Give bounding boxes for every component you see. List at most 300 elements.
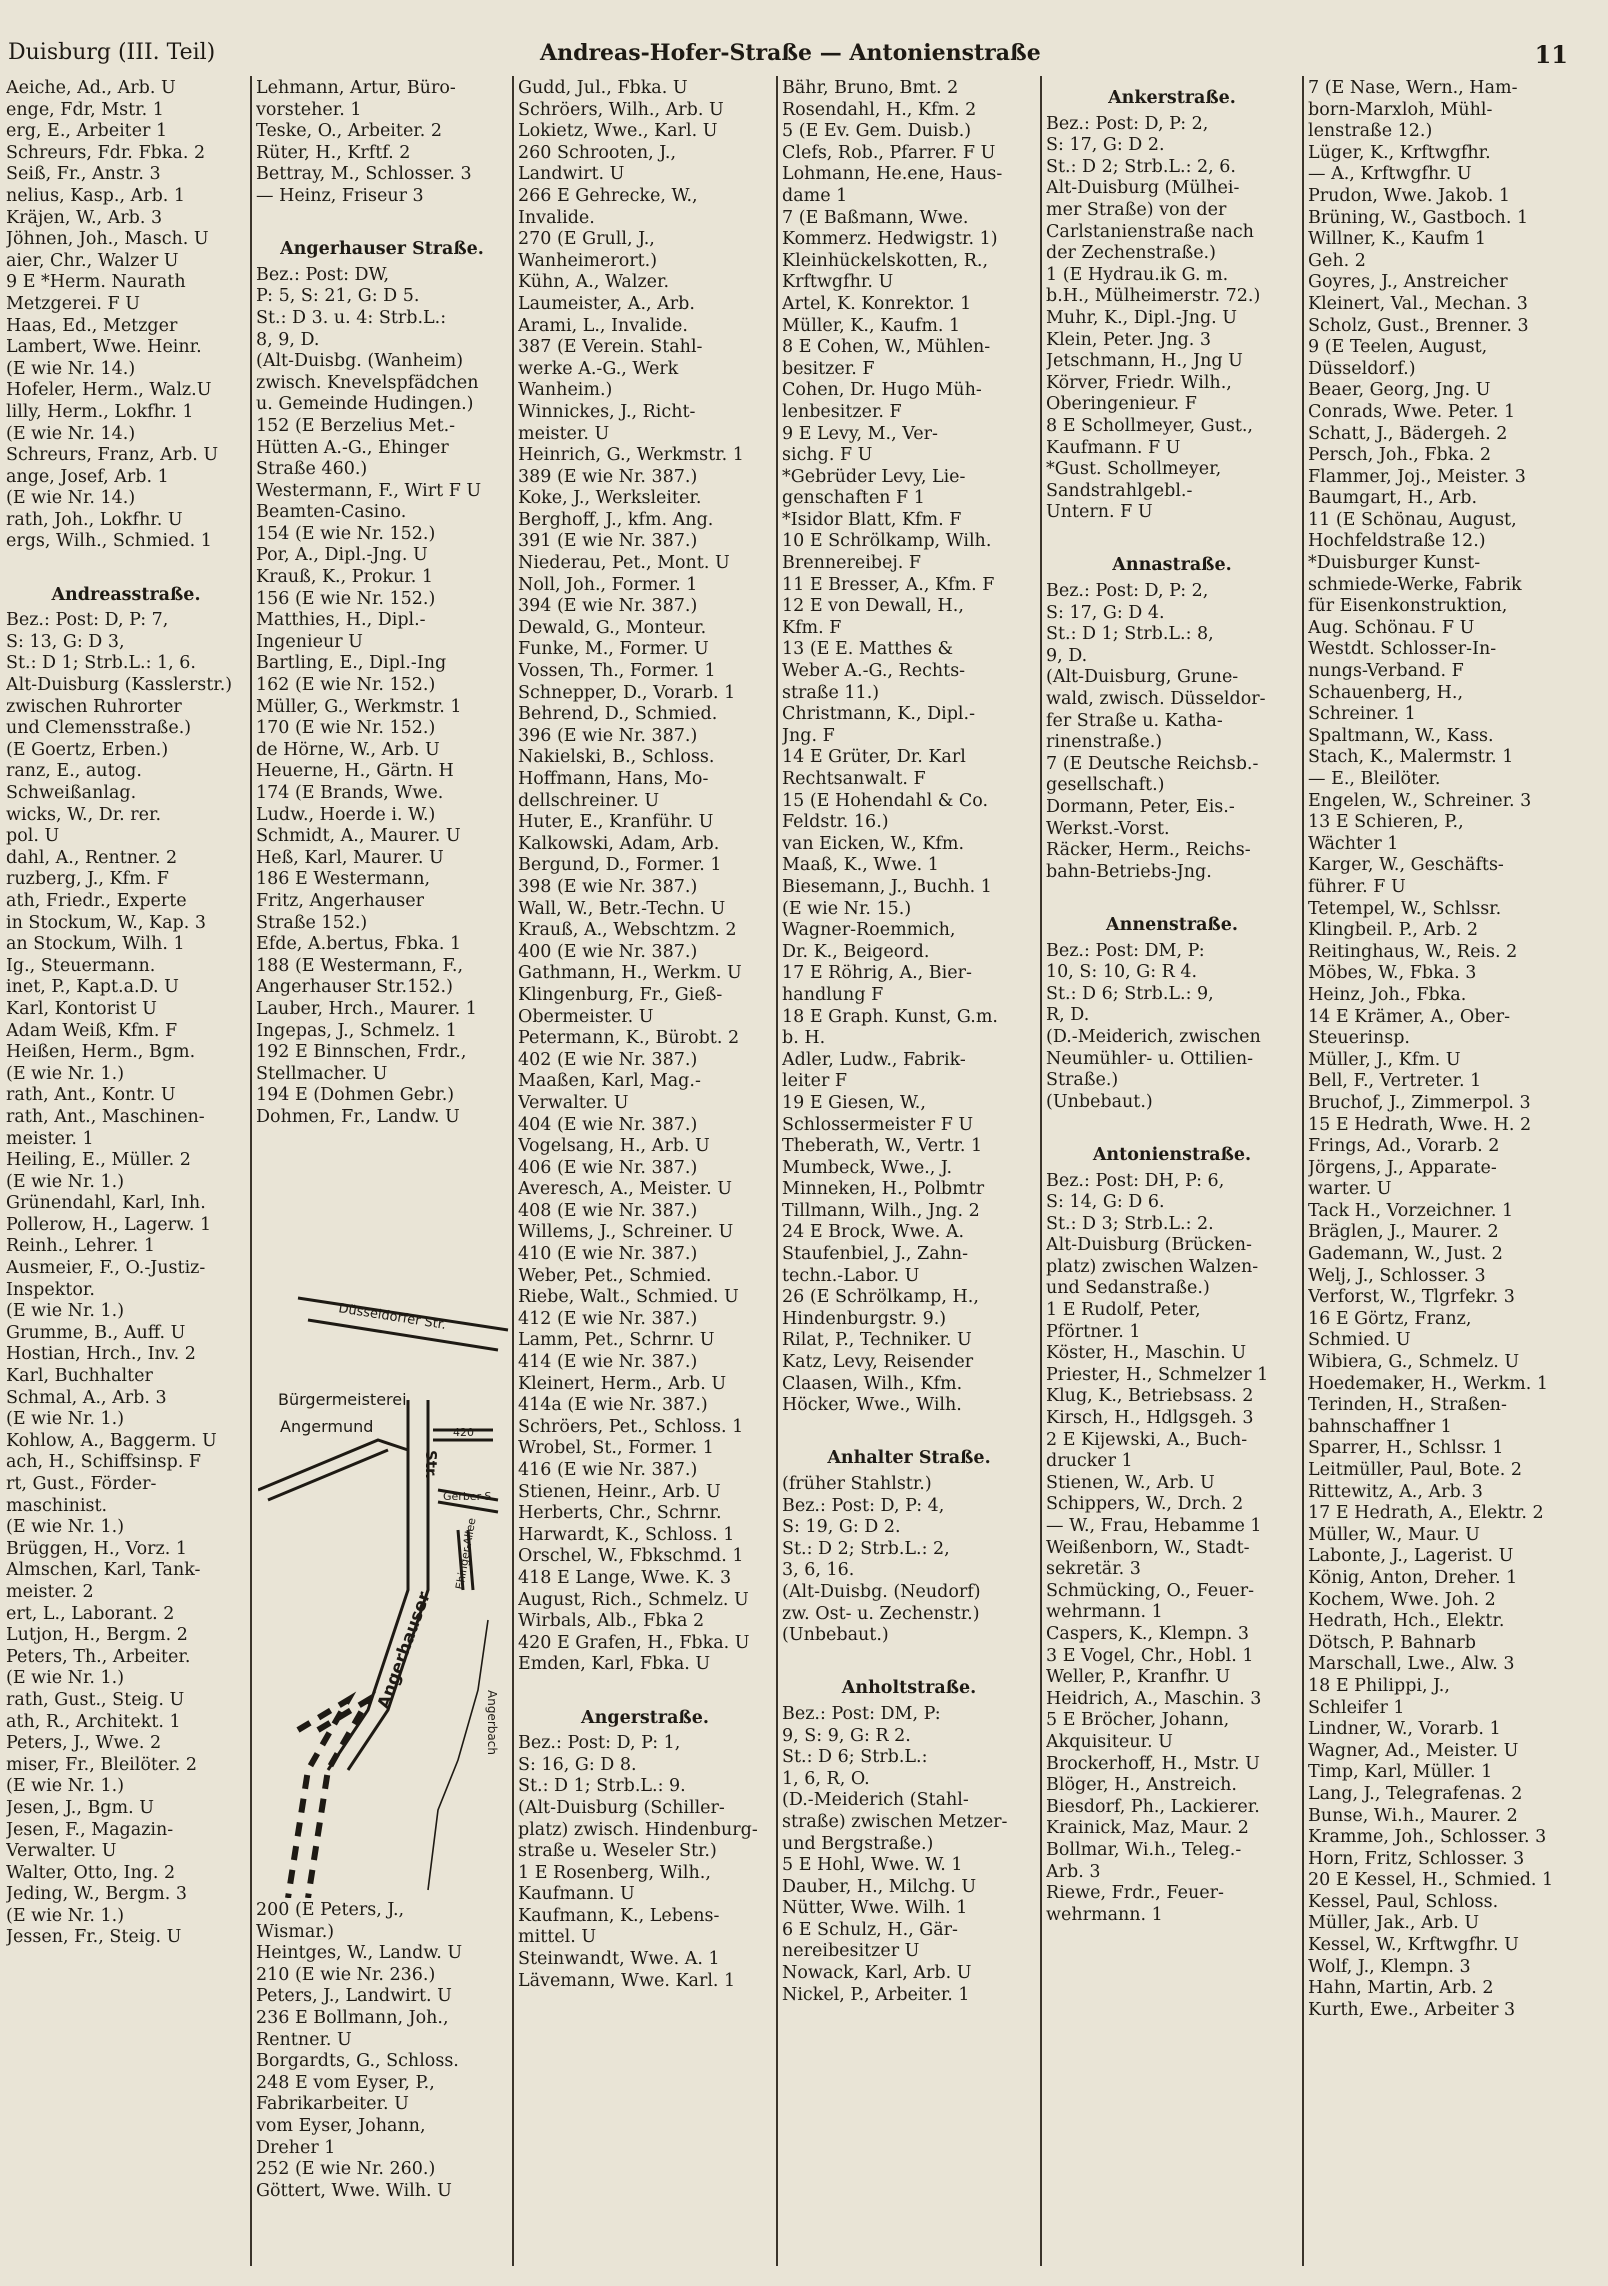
map-label-str: Str. bbox=[422, 1450, 440, 1479]
directory-entry: b.H., Mülheimerstr. 72.) bbox=[1046, 286, 1261, 307]
directory-entry: gesellschaft.) bbox=[1046, 775, 1165, 796]
directory-entry: ert, L., Laborant. 2 bbox=[6, 1603, 175, 1624]
directory-entry: 18 E Philippi, J., bbox=[1308, 1675, 1450, 1696]
directory-entry: Dohmen, Fr., Landw. U bbox=[256, 1106, 460, 1127]
directory-entry: Haas, Ed., Metzger bbox=[6, 315, 178, 336]
directory-entry: Ludw., Hoerde i. W.) bbox=[256, 804, 436, 825]
directory-entry: Riebe, Walt., Schmied. U bbox=[518, 1287, 739, 1308]
directory-entry: Berghoff, J., kfm. Ang. bbox=[518, 509, 714, 530]
directory-entry: wald, zwisch. Düsseldor- bbox=[1046, 689, 1266, 710]
directory-entry: Peters, J., Wwe. 2 bbox=[6, 1733, 162, 1754]
directory-entry: Jeding, W., Bergm. 3 bbox=[6, 1884, 188, 1905]
directory-entry: (E wie Nr. 14.) bbox=[6, 423, 136, 444]
directory-entry: 402 (E wie Nr. 387.) bbox=[518, 1049, 698, 1070]
directory-entry: Wolf, J., Klempn. 3 bbox=[1308, 1956, 1471, 1977]
directory-entry: S: 13, G: D 3, bbox=[6, 631, 125, 652]
directory-entry: Huter, E., Kranführ. U bbox=[518, 812, 714, 833]
page-number: 11 bbox=[1534, 40, 1568, 69]
directory-entry: Horn, Fritz, Schlosser. 3 bbox=[1308, 1848, 1525, 1869]
directory-entry: Hedrath, Hch., Elektr. bbox=[1308, 1611, 1505, 1632]
directory-entry: Rentner. U bbox=[256, 2029, 352, 2050]
directory-entry: 416 (E wie Nr. 387.) bbox=[518, 1460, 698, 1480]
directory-entry: Tillmann, Wilh., Jng. 2 bbox=[782, 1200, 980, 1221]
directory-entry: Schippers, W., Drch. 2 bbox=[1046, 1494, 1244, 1515]
directory-entry: St.: D 1; Strb.L.: 8, bbox=[1046, 624, 1214, 645]
directory-entry: Theberath, W., Vertr. 1 bbox=[782, 1136, 983, 1157]
directory-entry: Laumeister, A., Arb. bbox=[518, 293, 695, 314]
directory-entry: 3 E Vogel, Chr., Hobl. 1 bbox=[1046, 1645, 1254, 1666]
directory-entry: Müller, W., Maur. U bbox=[1308, 1524, 1480, 1545]
directory-entry: Walter, Otto, Ing. 2 bbox=[6, 1862, 176, 1883]
directory-entry: S: 17, G: D 2. bbox=[1046, 135, 1165, 156]
directory-entry: fer Straße u. Katha- bbox=[1046, 710, 1223, 731]
directory-entry: Bollmar, Wi.h., Teleg.- bbox=[1046, 1839, 1242, 1860]
spacer bbox=[6, 553, 246, 575]
directory-entry: 24 E Brock, Wwe. A. bbox=[782, 1222, 965, 1243]
directory-entry: Adler, Ludw., Fabrik- bbox=[782, 1049, 966, 1070]
directory-entry: maschinist. bbox=[6, 1495, 108, 1516]
directory-entry: 266 E Gehrecke, W., bbox=[518, 185, 698, 206]
directory-entry: Stienen, W., Arb. U bbox=[1046, 1472, 1215, 1493]
directory-entry: Kalkowski, Adam, Arb. bbox=[518, 833, 720, 854]
directory-entry: und Clemensstraße.) bbox=[6, 718, 192, 739]
directory-entry: Klug, K., Betriebsass. 2 bbox=[1046, 1386, 1254, 1407]
directory-entry: 5 E Bröcher, Johann, bbox=[1046, 1710, 1230, 1731]
directory-entry: Rittewitz, A., Arb. 3 bbox=[1308, 1481, 1483, 1502]
directory-entry: Akquisiteur. U bbox=[1046, 1731, 1173, 1752]
directory-entry: genschaften F 1 bbox=[782, 488, 925, 509]
directory-entry: Nütter, Wwe. Wilh. 1 bbox=[782, 1898, 968, 1919]
directory-entry: Nowack, Karl, Arb. U bbox=[782, 1963, 972, 1984]
directory-entry: (früher Stahlstr.) bbox=[782, 1474, 932, 1494]
directory-entry: 200 (E Peters, J., bbox=[256, 1900, 405, 1920]
directory-entry: Vogelsang, H., Arb. U bbox=[518, 1136, 710, 1157]
directory-entry: (Unbebaut.) bbox=[782, 1625, 889, 1646]
directory-entry: Heuerne, H., Gärtn. H bbox=[256, 761, 454, 782]
directory-entry: rath, Ant., Maschinen- bbox=[6, 1106, 205, 1127]
directory-entry: Krainick, Maz, Maur. 2 bbox=[1046, 1818, 1249, 1839]
directory-entry: sichg. F U bbox=[782, 445, 873, 466]
directory-entry: ath, Friedr., Experte bbox=[6, 890, 187, 911]
directory-entry: leiter F bbox=[782, 1071, 848, 1092]
directory-entry: Wrobel, St., Former. 1 bbox=[518, 1438, 714, 1459]
directory-entry: 420 E Grafen, H., Fbka. U bbox=[518, 1632, 750, 1653]
directory-entry: straße u. Weseler Str.) bbox=[518, 1841, 717, 1862]
directory-entry: drucker 1 bbox=[1046, 1451, 1133, 1472]
directory-entry: R, D. bbox=[1046, 1005, 1090, 1026]
directory-entry: Lävemann, Wwe. Karl. 1 bbox=[518, 1970, 736, 1991]
directory-entry: führer. F U bbox=[1308, 876, 1406, 897]
directory-entry: (E wie Nr. 1.) bbox=[6, 1063, 125, 1084]
directory-entry: Schatt, J., Bädergeh. 2 bbox=[1308, 423, 1508, 444]
directory-entry: Bez.: Post: DW, bbox=[256, 264, 390, 285]
directory-entry: Maaß, K., Wwe. 1 bbox=[782, 855, 939, 876]
directory-entry: 17 E Röhrig, A., Bier- bbox=[782, 963, 972, 984]
directory-entry: Stach, K., Malermstr. 1 bbox=[1308, 747, 1514, 768]
directory-entry: Bez.: Post: DM, P: bbox=[782, 1703, 941, 1724]
directory-entry: (D.-Meiderich (Stahl- bbox=[782, 1790, 969, 1811]
directory-entry: 9 E Levy, M., Ver- bbox=[782, 423, 938, 444]
directory-entry: Peters, J., Landwirt. U bbox=[256, 1986, 452, 2007]
street-heading: Annenstraße. bbox=[1106, 914, 1238, 935]
directory-entry: straße) zwischen Metzer- bbox=[782, 1811, 1008, 1832]
directory-entry: bahnschaffner 1 bbox=[1308, 1416, 1452, 1437]
directory-entry: Seiß, Fr., Anstr. 3 bbox=[6, 164, 161, 185]
directory-entry: Schweißanlag. bbox=[6, 783, 137, 803]
directory-entry: Schröers, Pet., Schloss. 1 bbox=[518, 1416, 744, 1437]
directory-entry: Alt-Duisburg (Brücken- bbox=[1046, 1235, 1252, 1256]
directory-entry: platz) zwischen Walzen- bbox=[1046, 1256, 1259, 1277]
directory-entry: Matthies, H., Dipl.- bbox=[256, 610, 426, 631]
directory-entry: wehrmann. 1 bbox=[1046, 1602, 1163, 1623]
directory-entry: Flammer, Joj., Meister. 3 bbox=[1308, 466, 1526, 487]
directory-entry: Kleinert, Val., Mechan. 3 bbox=[1308, 293, 1528, 314]
directory-entry: (E wie Nr. 1.) bbox=[6, 1517, 125, 1538]
directory-entry: Schnepper, D., Vorarb. 1 bbox=[518, 682, 736, 703]
directory-entry: lilly, Herm., Lokfhr. 1 bbox=[6, 401, 194, 422]
directory-entry: 170 (E wie Nr. 152.) bbox=[256, 718, 436, 739]
directory-entry: Müller, G., Werkmstr. 1 bbox=[256, 696, 462, 717]
directory-entry: Vossen, Th., Former. 1 bbox=[518, 661, 716, 682]
directory-entry: Körver, Friedr. Wilh., bbox=[1046, 372, 1232, 393]
directory-entry: Schmal, A., Arb. 3 bbox=[6, 1387, 167, 1408]
directory-entry: *Duisburger Kunst- bbox=[1308, 553, 1481, 574]
directory-entry: Untern. F U bbox=[1046, 502, 1153, 523]
directory-entry: 154 (E wie Nr. 152.) bbox=[256, 523, 436, 544]
directory-entry: Cohen, Dr. Hugo Müh- bbox=[782, 380, 982, 401]
directory-entry: 404 (E wie Nr. 387.) bbox=[518, 1114, 698, 1135]
directory-entry: Landwirt. U bbox=[518, 164, 625, 185]
directory-entry: Orschel, W., Fbkschmd. 1 bbox=[518, 1546, 744, 1567]
header-street-range: Andreas-Hofer-Straße — Antonienstraße bbox=[540, 40, 1041, 66]
directory-entry: Arb. 3 bbox=[1046, 1861, 1101, 1882]
directory-entry: Jörgens, J., Apparate- bbox=[1308, 1157, 1497, 1178]
directory-entry: Schlossermeister F U bbox=[782, 1114, 974, 1135]
directory-entry: an Stockum, Wilh. 1 bbox=[6, 934, 185, 955]
directory-entry: Reitinghaus, W., Reis. 2 bbox=[1308, 941, 1518, 962]
directory-entry: Müller, Jak., Arb. U bbox=[1308, 1913, 1480, 1934]
directory-entry: 1 E Rosenberg, Wilh., bbox=[518, 1862, 711, 1883]
directory-entry: 412 (E wie Nr. 387.) bbox=[518, 1308, 698, 1329]
directory-entry: meister. 1 bbox=[6, 1128, 94, 1149]
street-heading: Andreasstraße. bbox=[51, 584, 201, 605]
directory-entry: Lehmann, Artur, Büro- bbox=[256, 78, 456, 98]
directory-entry: 162 (E wie Nr. 152.) bbox=[256, 675, 436, 696]
directory-entry: rath, Ant., Kontr. U bbox=[6, 1085, 176, 1106]
map-label-angermund: Angermund bbox=[280, 1417, 374, 1436]
map-label-420: 420 bbox=[453, 1426, 474, 1439]
directory-entry: 174 (E Brands, Wwe. bbox=[256, 783, 444, 803]
directory-entry: born-Marxloh, Mühl- bbox=[1308, 99, 1493, 120]
directory-entry: Ingepas, J., Schmelz. 1 bbox=[256, 1020, 457, 1041]
directory-entry: St.: D 1; Strb.L.: 1, 6. bbox=[6, 653, 196, 674]
directory-entry: — Heinz, Friseur 3 bbox=[256, 185, 424, 206]
directory-entry: St.: D 6; Strb.L.: bbox=[782, 1747, 928, 1768]
directory-entry: Heidrich, A., Maschin. 3 bbox=[1046, 1688, 1262, 1709]
directory-entry: Bruchof, J., Zimmerpol. 3 bbox=[1308, 1092, 1531, 1113]
directory-entry: Räcker, Herm., Reichs- bbox=[1046, 840, 1251, 861]
directory-entry: van Eicken, W., Kfm. bbox=[782, 833, 965, 854]
column-5 bbox=[1046, 78, 1298, 2268]
directory-entry: (E wie Nr. 14.) bbox=[6, 358, 136, 379]
directory-entry: König, Anton, Dreher. 1 bbox=[1308, 1567, 1518, 1588]
directory-entry: Bez.: Post: D, P: 7, bbox=[6, 610, 169, 631]
directory-entry: Lindner, W., Vorarb. 1 bbox=[1308, 1719, 1501, 1740]
directory-entry: Jessen, Fr., Steig. U bbox=[6, 1927, 182, 1948]
directory-entry: Jetschmann, H., Jng U bbox=[1046, 351, 1243, 372]
directory-entry: Bräglen, J., Maurer. 2 bbox=[1308, 1222, 1499, 1243]
directory-entry: dame 1 bbox=[782, 185, 848, 206]
directory-entry: Willner, K., Kaufm 1 bbox=[1308, 229, 1486, 250]
directory-entry: Schreurs, Franz, Arb. U bbox=[6, 445, 219, 466]
directory-entry: Sparrer, H., Schlssr. 1 bbox=[1308, 1438, 1504, 1459]
directory-entry: enge, Fdr, Mstr. 1 bbox=[6, 99, 164, 120]
directory-entry: wicks, W., Dr. rer. bbox=[6, 804, 162, 825]
directory-entry: 13 E Schieren, P., bbox=[1308, 812, 1464, 833]
street-map bbox=[258, 1290, 523, 1898]
directory-entry: Leitmüller, Paul, Bote. 2 bbox=[1308, 1460, 1523, 1480]
directory-entry: 270 (E Grull, J., bbox=[518, 229, 655, 250]
directory-entry: Terinden, H., Straßen- bbox=[1308, 1395, 1507, 1416]
directory-entry: Düsseldorf.) bbox=[1308, 358, 1416, 379]
directory-entry: Krauß, K., Prokur. 1 bbox=[256, 567, 433, 588]
directory-entry: 7 (E Nase, Wern., Ham- bbox=[1308, 78, 1518, 98]
directory-entry: Artel, K. Konrektor. 1 bbox=[782, 293, 972, 314]
directory-entry: lenstraße 12.) bbox=[1308, 121, 1433, 142]
directory-entry: Westermann, F., Wirt F U bbox=[256, 480, 482, 501]
directory-entry: Bartling, E., Dipl.-Ing bbox=[256, 653, 447, 674]
spacer bbox=[782, 1647, 1036, 1669]
directory-entry: 26 (E Schrölkamp, H., bbox=[782, 1287, 979, 1308]
directory-entry: Katz, Levy, Reisender bbox=[782, 1352, 974, 1373]
directory-entry: Marschall, Lwe., Alw. 3 bbox=[1308, 1654, 1515, 1675]
directory-entry: Bez.: Post: D, P: 2, bbox=[1046, 581, 1209, 602]
directory-entry: lenbesitzer. F bbox=[782, 401, 902, 422]
map-label-angerbach: Angerbach bbox=[485, 1690, 499, 1755]
directory-entry: Göttert, Wwe. Wilh. U bbox=[256, 2180, 452, 2201]
directory-entry: Engelen, W., Schreiner. 3 bbox=[1308, 790, 1532, 811]
directory-entry: Pförtner. 1 bbox=[1046, 1321, 1141, 1342]
directory-entry: Dötsch, P. Bahnarb bbox=[1308, 1632, 1476, 1653]
directory-entry: Karl, Kontorist U bbox=[6, 998, 157, 1019]
column-4 bbox=[782, 78, 1036, 2268]
directory-entry: Arami, L., Invalide. bbox=[518, 315, 688, 336]
directory-entry: mer Straße) von der bbox=[1046, 199, 1227, 220]
directory-entry: Kräjen, W., Arb. 3 bbox=[6, 207, 163, 228]
directory-entry: Lokietz, Wwe., Karl. U bbox=[518, 121, 718, 142]
directory-entry: Krauß, A., Webschtzm. 2 bbox=[518, 920, 737, 941]
directory-entry: Clefs, Rob., Pfarrer. F U bbox=[782, 142, 996, 163]
directory-entry: Hochfeldstraße 12.) bbox=[1308, 531, 1486, 552]
directory-entry: 188 (E Westermann, F., bbox=[256, 955, 464, 976]
directory-entry: (E wie Nr. 1.) bbox=[6, 1668, 125, 1689]
directory-entry: erg, E., Arbeiter 1 bbox=[6, 121, 168, 142]
directory-entry: 389 (E wie Nr. 387.) bbox=[518, 466, 698, 487]
directory-entry: 1 (E Hydrau.ik G. m. bbox=[1046, 264, 1229, 285]
directory-entry: Bettray, M., Schlosser. 3 bbox=[256, 164, 472, 185]
directory-entry: Funke, M., Former. U bbox=[518, 639, 709, 660]
directory-entry: 3, 6, 16. bbox=[782, 1560, 855, 1581]
directory-entry: Petermann, K., Bürobt. 2 bbox=[518, 1028, 740, 1049]
directory-entry: 15 E Hedrath, Wwe. H. 2 bbox=[1308, 1114, 1532, 1135]
directory-entry: Hoedemaker, H., Werkm. 1 bbox=[1308, 1373, 1548, 1394]
directory-entry: (E wie Nr. 1.) bbox=[6, 1905, 125, 1926]
header-city-part: Duisburg (III. Teil) bbox=[8, 40, 216, 65]
directory-entry: 7 (E Baßmann, Wwe. bbox=[782, 207, 969, 228]
directory-entry: Alt-Duisburg (Kasslerstr.) bbox=[6, 675, 233, 696]
column-rule bbox=[1040, 76, 1042, 2266]
map-label-angerhauser: Angerhauser bbox=[373, 1589, 435, 1712]
directory-entry: Prudon, Wwe. Jakob. 1 bbox=[1308, 185, 1511, 206]
directory-entry: Kessel, Paul, Schloss. bbox=[1308, 1891, 1499, 1912]
directory-entry: Gademann, W., Just. 2 bbox=[1308, 1244, 1503, 1265]
column-3 bbox=[518, 78, 772, 2268]
directory-entry: rt, Gust., Förder- bbox=[6, 1474, 157, 1494]
directory-entry: Verforst, W., Tlgrfekr. 3 bbox=[1308, 1287, 1515, 1308]
directory-entry: Reinh., Lehrer. 1 bbox=[6, 1236, 156, 1257]
directory-entry: 186 E Westermann, bbox=[256, 869, 431, 890]
directory-entry: Jesen, J., Bgm. U bbox=[6, 1797, 154, 1818]
directory-entry: Wismar.) bbox=[256, 1921, 335, 1942]
spacer bbox=[782, 1417, 1036, 1439]
directory-entry: 156 (E wie Nr. 152.) bbox=[256, 588, 436, 609]
directory-entry: bahn-Betriebs-Jng. bbox=[1046, 861, 1212, 882]
directory-entry: Alt-Duisburg (Mülhei- bbox=[1046, 178, 1240, 199]
directory-entry: nelius, Kasp., Arb. 1 bbox=[6, 185, 186, 206]
directory-entry: (E wie Nr. 1.) bbox=[6, 1776, 125, 1797]
directory-entry: Steinwandt, Wwe. A. 1 bbox=[518, 1949, 720, 1970]
directory-entry: Herberts, Chr., Schrnr. bbox=[518, 1503, 722, 1524]
directory-entry: Klingbeil. P., Arb. 2 bbox=[1308, 920, 1479, 941]
directory-entry: pol. U bbox=[6, 826, 60, 847]
directory-entry: Bell, F., Vertreter. 1 bbox=[1308, 1071, 1482, 1092]
directory-entry: Timp, Karl, Müller. 1 bbox=[1308, 1762, 1493, 1783]
directory-entry: Bergund, D., Former. 1 bbox=[518, 855, 722, 876]
spacer bbox=[1046, 524, 1298, 546]
directory-entry: Kochem, Wwe. Joh. 2 bbox=[1308, 1589, 1496, 1610]
directory-entry: 18 E Graph. Kunst, G.m. bbox=[782, 1006, 998, 1027]
directory-entry: 192 E Binnschen, Frdr., bbox=[256, 1042, 467, 1063]
directory-entry: vorsteher. 1 bbox=[256, 99, 362, 120]
directory-entry: 9 (E Teelen, August, bbox=[1308, 337, 1488, 358]
directory-entry: Inspektor. bbox=[6, 1279, 95, 1300]
directory-entry: Lutjon, H., Bergm. 2 bbox=[6, 1625, 188, 1646]
directory-entry: St.: D 6; Strb.L.: 9, bbox=[1046, 983, 1214, 1004]
directory-entry: (E wie Nr. 1.) bbox=[6, 1171, 125, 1192]
directory-entry: 9 E *Herm. Naurath bbox=[6, 272, 186, 293]
directory-entry: 20 E Kessel, H., Schmied. 1 bbox=[1308, 1870, 1554, 1891]
directory-entry: Tack H., Vorzeichner. 1 bbox=[1308, 1200, 1514, 1221]
directory-entry: ath, R., Architekt. 1 bbox=[6, 1711, 181, 1732]
directory-entry: Wächter 1 bbox=[1308, 833, 1399, 854]
directory-entry: warter. U bbox=[1308, 1179, 1392, 1200]
directory-entry: Lamm, Pet., Schrnr. U bbox=[518, 1330, 715, 1351]
directory-entry: und Bergstraße.) bbox=[782, 1833, 934, 1854]
directory-entry: Karl, Buchhalter bbox=[6, 1366, 153, 1387]
directory-entry: Stienen, Heinr., Arb. U bbox=[518, 1481, 721, 1502]
directory-entry: Straße 152.) bbox=[256, 912, 368, 933]
directory-entry: Lambert, Wwe. Heinr. bbox=[6, 337, 202, 358]
directory-entry: S: 19, G: D 2. bbox=[782, 1517, 901, 1538]
directory-entry: Heinz, Joh., Fbka. bbox=[1308, 984, 1467, 1005]
directory-entry: Aug. Schönau. F U bbox=[1308, 617, 1475, 638]
directory-entry: platz) zwisch. Hindenburg- bbox=[518, 1819, 758, 1840]
directory-entry: Dormann, Peter, Eis.- bbox=[1046, 797, 1235, 817]
directory-entry: 414a (E wie Nr. 387.) bbox=[518, 1395, 708, 1416]
directory-entry: Wall, W., Betr.-Techn. U bbox=[518, 898, 726, 919]
directory-entry: 5 E Hohl, Wwe. W. 1 bbox=[782, 1855, 963, 1876]
directory-entry: zw. Ost- u. Zechenstr.) bbox=[782, 1603, 980, 1624]
directory-entry: — W., Frau, Hebamme 1 bbox=[1046, 1516, 1262, 1536]
directory-entry: 14 E Grüter, Dr. Karl bbox=[782, 747, 966, 768]
directory-entry: Willems, J., Schreiner. U bbox=[518, 1222, 734, 1243]
directory-entry: Blöger, H., Anstreich. bbox=[1046, 1775, 1237, 1796]
directory-entry: dahl, A., Rentner. 2 bbox=[6, 847, 178, 868]
directory-entry: Kaufmann, K., Lebens- bbox=[518, 1905, 720, 1926]
directory-entry: Maaßen, Karl, Mag.- bbox=[518, 1071, 701, 1092]
directory-entry: Kommerz. Hedwigstr. 1) bbox=[782, 229, 998, 250]
directory-entry: St.: D 3. u. 4: Strb.L.: bbox=[256, 307, 447, 328]
directory-entry: Schmidt, A., Maurer. U bbox=[256, 826, 461, 847]
directory-entry: Invalide. bbox=[518, 207, 595, 228]
directory-entry: Hindenburgstr. 9.) bbox=[782, 1308, 947, 1329]
directory-entry: Biesdorf, Ph., Lackierer. bbox=[1046, 1796, 1260, 1817]
directory-entry: 8, 9, D. bbox=[256, 329, 320, 350]
street-heading: Angerhauser Straße. bbox=[280, 239, 484, 260]
directory-entry: (Alt-Duisburg (Schiller- bbox=[518, 1797, 725, 1818]
directory-entry: Hütten A.-G., Ehinger bbox=[256, 437, 449, 458]
directory-entry: Verwalter. U bbox=[6, 1841, 117, 1862]
directory-entry: Brüggen, H., Vorz. 1 bbox=[6, 1538, 188, 1559]
directory-entry: zwisch. Knevelspfädchen bbox=[256, 372, 479, 393]
directory-entry: August, Rich., Schmelz. U bbox=[518, 1589, 749, 1610]
directory-entry: Schleifer 1 bbox=[1308, 1697, 1405, 1718]
directory-entry: Labonte, J., Lagerist. U bbox=[1308, 1546, 1514, 1567]
directory-entry: 10, S: 10, G: R 4. bbox=[1046, 962, 1198, 983]
map-label-gerber: Gerber-S bbox=[443, 1490, 492, 1503]
directory-entry: 394 (E wie Nr. 387.) bbox=[518, 596, 698, 617]
directory-entry: Conrads, Wwe. Peter. 1 bbox=[1308, 401, 1516, 422]
directory-entry: Pollerow, H., Lagerw. 1 bbox=[6, 1214, 212, 1235]
directory-entry: 396 (E wie Nr. 387.) bbox=[518, 725, 698, 746]
directory-entry: Bähr, Bruno, Bmt. 2 bbox=[782, 78, 959, 98]
directory-entry: Caspers, K., Klempn. 3 bbox=[1046, 1623, 1249, 1644]
directory-entry: Mumbeck, Wwe., J. bbox=[782, 1157, 953, 1178]
directory-entry: Lüger, K., Krftwgfhr. bbox=[1308, 142, 1491, 163]
map-label-buergermeisterei: Bürgermeisterei bbox=[278, 1390, 407, 1409]
directory-entry: u. Gemeinde Hudingen.) bbox=[256, 394, 474, 415]
directory-entry: Nakielski, B., Schloss. bbox=[518, 747, 715, 768]
directory-entry: Weller, P., Kranfhr. U bbox=[1046, 1667, 1231, 1688]
directory-entry: Kleinhückelskotten, R., bbox=[782, 250, 989, 271]
column-rule bbox=[1302, 76, 1304, 2266]
directory-entry: Geh. 2 bbox=[1308, 250, 1366, 271]
directory-entry: Heß, Karl, Maurer. U bbox=[256, 847, 444, 868]
directory-entry: aier, Chr., Walzer U bbox=[6, 250, 179, 271]
directory-entry: 248 E vom Eyser, P., bbox=[256, 2072, 435, 2093]
directory-entry: de Hörne, W., Arb. U bbox=[256, 739, 440, 760]
directory-entry: Winnickes, J., Richt- bbox=[518, 401, 696, 422]
directory-entry: Noll, Joh., Former. 1 bbox=[518, 574, 698, 595]
directory-entry: 252 (E wie Nr. 260.) bbox=[256, 2159, 436, 2180]
directory-entry: Kessel, W., Krftwgfhr. U bbox=[1308, 1935, 1519, 1956]
directory-entry: 6 E Schulz, H., Gär- bbox=[782, 1919, 958, 1940]
directory-entry: nungs-Verband. F bbox=[1308, 661, 1464, 682]
directory-entry: (Unbebaut.) bbox=[1046, 1091, 1153, 1112]
directory-entry: rinenstraße.) bbox=[1046, 732, 1163, 753]
directory-entry: St.: D 3; Strb.L.: 2. bbox=[1046, 1213, 1214, 1234]
directory-entry: St.: D 2; Strb.L.: 2, 6. bbox=[1046, 156, 1236, 177]
